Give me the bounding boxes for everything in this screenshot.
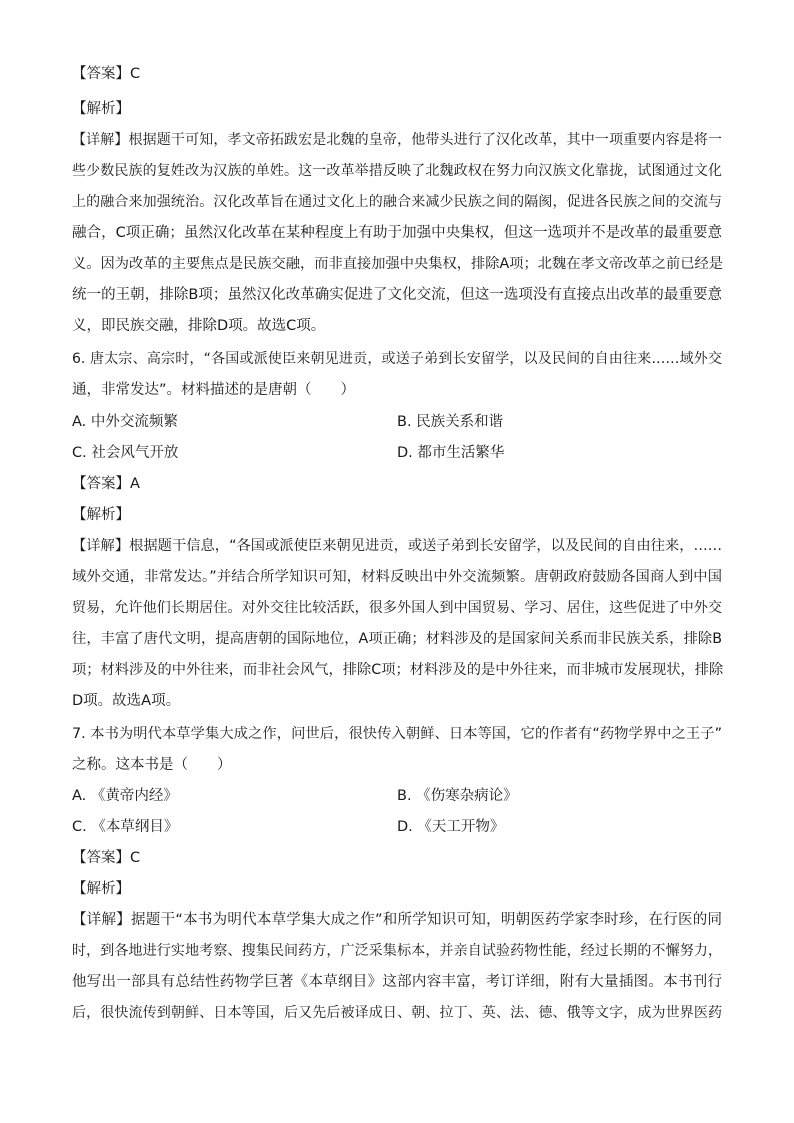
question-6-stem: 通，非常发达”。材料描述的是唐朝（ ） bbox=[72, 382, 356, 398]
analysis-label: 【解析】 bbox=[72, 507, 130, 523]
detail-line: 义。因为改革的主要焦点是民族交融，而非直接加强中央集权，排除A项；北魏在孝文帝改革之前已经是 bbox=[72, 256, 724, 272]
analysis-label: 【解析】 bbox=[72, 101, 130, 117]
detail-line: 【详解】据题干“本书为明代本草学集大成之作”和所学知识可知，明朝医药学家李时珍，在行医的同 bbox=[72, 912, 722, 928]
detail-line: 融合，C项正确；虽然汉化改革在某种程度上有助于加强中央集权，但这一选项并不是改革的最重要意 bbox=[72, 225, 722, 241]
detail-line: 域外交通，非常发达。”并结合所学知识可知，材料反映出中外交流频繁。唐朝政府鼓励各国商人到中国 bbox=[72, 569, 722, 585]
detail-line: 后，很快流传到朝鲜、日本等国，后又先后被译成日、朝、拉丁、英、法、德、俄等文字，成为世界医药 bbox=[72, 1005, 722, 1021]
detail-line: 时，到各地进行实地考察、搜集民间药方，广泛采集标本，并亲自试验药物性能，经过长期的不懈努力， bbox=[72, 943, 722, 959]
question-6-option-d: D. 都市生活繁华 bbox=[397, 445, 505, 461]
answer-label: 【答案】A bbox=[72, 476, 140, 492]
detail-line: 【详解】根据题干信息，“各国或派使臣来朝见进贡，或送子弟到长安留学，以及民间的自由往来，…… bbox=[72, 538, 722, 554]
question-6-option-b: B. 民族关系和谐 bbox=[397, 414, 504, 430]
question-7-option-a: A. 《黄帝内经》 bbox=[72, 788, 178, 804]
detail-line: 义，即民族交融，排除D项。故选C项。 bbox=[72, 318, 326, 334]
detail-line: 些少数民族的复姓改为汉族的单姓。这一改革举措反映了北魏政权在努力向汉族文化靠拢，试图通过文化 bbox=[72, 163, 722, 179]
detail-line: 他写出一部具有总结性药物学巨著《本草纲目》这部内容丰富，考订详细，附有大量插图。本书刊行 bbox=[72, 974, 722, 990]
analysis-label: 【解析】 bbox=[72, 881, 130, 897]
detail-line: 上的融合来加强统治。汉化改革旨在通过文化上的融合来减少民族之间的隔阂，促进各民族之间的交流与 bbox=[72, 194, 722, 210]
answer-label: 【答案】C bbox=[72, 66, 141, 82]
question-7-stem: 7. 本书为明代本草学集大成之作，问世后，很快传入朝鲜、日本等国，它的作者有“药物学界中之王子” bbox=[72, 726, 722, 742]
detail-line: D项。故选A项。 bbox=[72, 693, 181, 709]
question-7-stem: 之称。这本书是（ ） bbox=[72, 757, 232, 773]
answer-label: 【答案】C bbox=[72, 850, 141, 866]
question-7-option-d: D. 《天工开物》 bbox=[397, 819, 505, 835]
detail-line: 往，丰富了唐代文明，提高唐朝的国际地位，A项正确；材料涉及的是国家间关系而非民族关系，排除B bbox=[72, 631, 722, 647]
detail-line: 统一的王朝，排除B项；虽然汉化改革确实促进了文化交流，但这一选项没有直接点出改革的最重要意 bbox=[72, 287, 722, 303]
detail-line: 项；材料涉及的中外往来，而非社会风气，排除C项；材料涉及的是中外往来，而非城市发展现状，排除 bbox=[72, 662, 724, 678]
question-7-option-b: B. 《伤寒杂病论》 bbox=[397, 788, 518, 804]
question-7-option-c: C. 《本草纲目》 bbox=[72, 819, 179, 835]
question-6-stem: 6. 唐太宗、高宗时，“各国或派使臣来朝见进贡，或送子弟到长安留学，以及民间的自由往来……域外交 bbox=[72, 351, 722, 367]
detail-line: 贸易，允许他们长期居住。对外交往比较活跃，很多外国人到中国贸易、学习、居住，这些促进了中外交 bbox=[72, 600, 722, 616]
detail-line: 【详解】根据题干可知，孝文帝拓跋宏是北魏的皇帝，他带头进行了汉化改革，其中一项重要内容是将一 bbox=[72, 132, 722, 148]
question-6-option-c: C. 社会风气开放 bbox=[72, 445, 179, 461]
question-6-option-a: A. 中外交流频繁 bbox=[72, 414, 178, 430]
